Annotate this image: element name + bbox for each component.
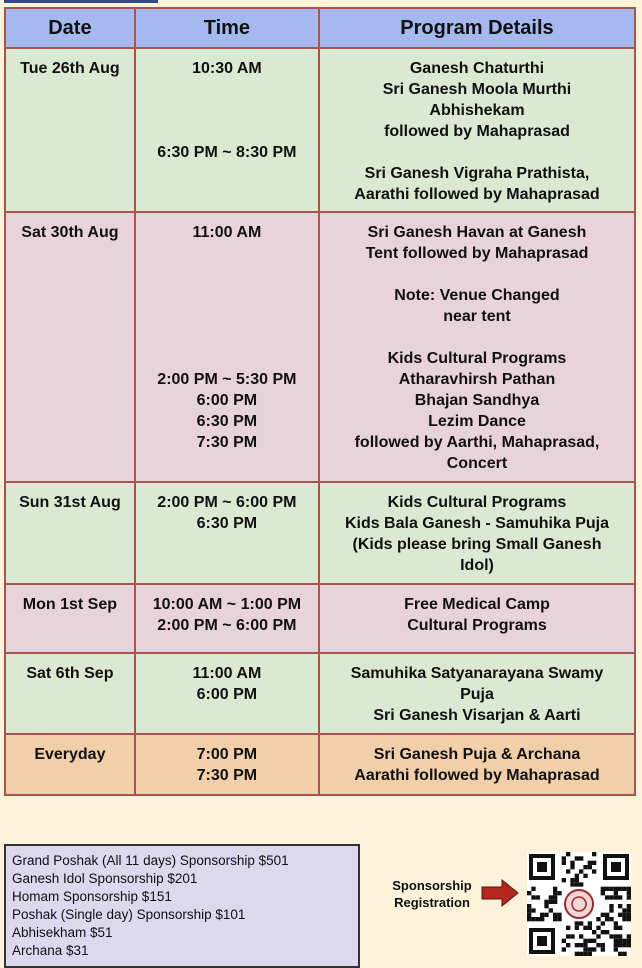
qr-code-icon[interactable] bbox=[527, 852, 631, 956]
row-time: 10:30 AM 6:30 PM ~ 8:30 PM bbox=[135, 48, 319, 212]
sponsorship-item: Poshak (Single day) Sponsorship $101 bbox=[12, 907, 246, 922]
row-program: Samuhika Satyanarayana Swamy Puja Sri Ganesh Visarjan & Aarti bbox=[319, 653, 635, 734]
row-date: Tue 26th Aug bbox=[5, 48, 135, 212]
registration-label: Sponsorship Registration bbox=[392, 878, 472, 910]
header-date: Date bbox=[5, 8, 135, 48]
sponsorship-item: Abhisekham $51 bbox=[12, 925, 113, 940]
table-row bbox=[5, 653, 635, 734]
table-row bbox=[5, 212, 635, 482]
sponsorship-list bbox=[4, 844, 360, 968]
header-time: Time bbox=[135, 8, 319, 48]
table-row bbox=[5, 482, 635, 584]
table-row bbox=[5, 734, 635, 795]
row-time: 11:00 AM 2:00 PM ~ 5:30 PM 6:00 PM 6:30 PM 7:30 PM bbox=[135, 212, 319, 482]
table-header-row bbox=[5, 8, 635, 48]
header-program: Program Details bbox=[319, 8, 635, 48]
table-row bbox=[5, 48, 635, 212]
sponsorship-item: Ganesh Idol Sponsorship $201 bbox=[12, 871, 198, 886]
row-program: Kids Cultural Programs Kids Bala Ganesh - Samuhika Puja (Kids please bring Small Ganesh Idol) bbox=[319, 482, 635, 584]
sponsorship-item: Grand Poshak (All 11 days) Sponsorship $501 bbox=[12, 853, 289, 868]
row-date: Sun 31st Aug bbox=[5, 482, 135, 584]
row-program: Sri Ganesh Havan at Ganesh Tent followed by Mahaprasad Note: Venue Changed near tent Kids Cultural Programs Atharavhirsh Pathan Bhajan Sandhya Lezim Dance followed by Aarthi, Mahaprasad, Concert bbox=[319, 212, 635, 482]
row-time: 2:00 PM ~ 6:00 PM 6:30 PM bbox=[135, 482, 319, 584]
row-time: 10:00 AM ~ 1:00 PM 2:00 PM ~ 6:00 PM bbox=[135, 584, 319, 653]
row-time: 7:00 PM 7:30 PM bbox=[135, 734, 319, 795]
row-time: 11:00 AM 6:00 PM bbox=[135, 653, 319, 734]
row-program: Sri Ganesh Puja & Archana Aarathi followed by Mahaprasad bbox=[319, 734, 635, 795]
sponsorship-item: Homam Sponsorship $151 bbox=[12, 889, 172, 904]
row-date: Everyday bbox=[5, 734, 135, 795]
row-date: Mon 1st Sep bbox=[5, 584, 135, 653]
row-program: Free Medical Camp Cultural Programs bbox=[319, 584, 635, 653]
row-date: Sat 30th Aug bbox=[5, 212, 135, 482]
row-program: Ganesh Chaturthi Sri Ganesh Moola Murthi Abhishekam followed by Mahaprasad Sri Ganesh Vigraha Prathista, Aarathi followed by Mahaprasad bbox=[319, 48, 635, 212]
table-row bbox=[5, 584, 635, 653]
row-date: Sat 6th Sep bbox=[5, 653, 135, 734]
arrow-right-icon bbox=[480, 878, 520, 908]
top-accent-bar bbox=[4, 0, 158, 3]
sponsorship-item: Archana $31 bbox=[12, 943, 89, 958]
schedule-table bbox=[4, 7, 636, 796]
